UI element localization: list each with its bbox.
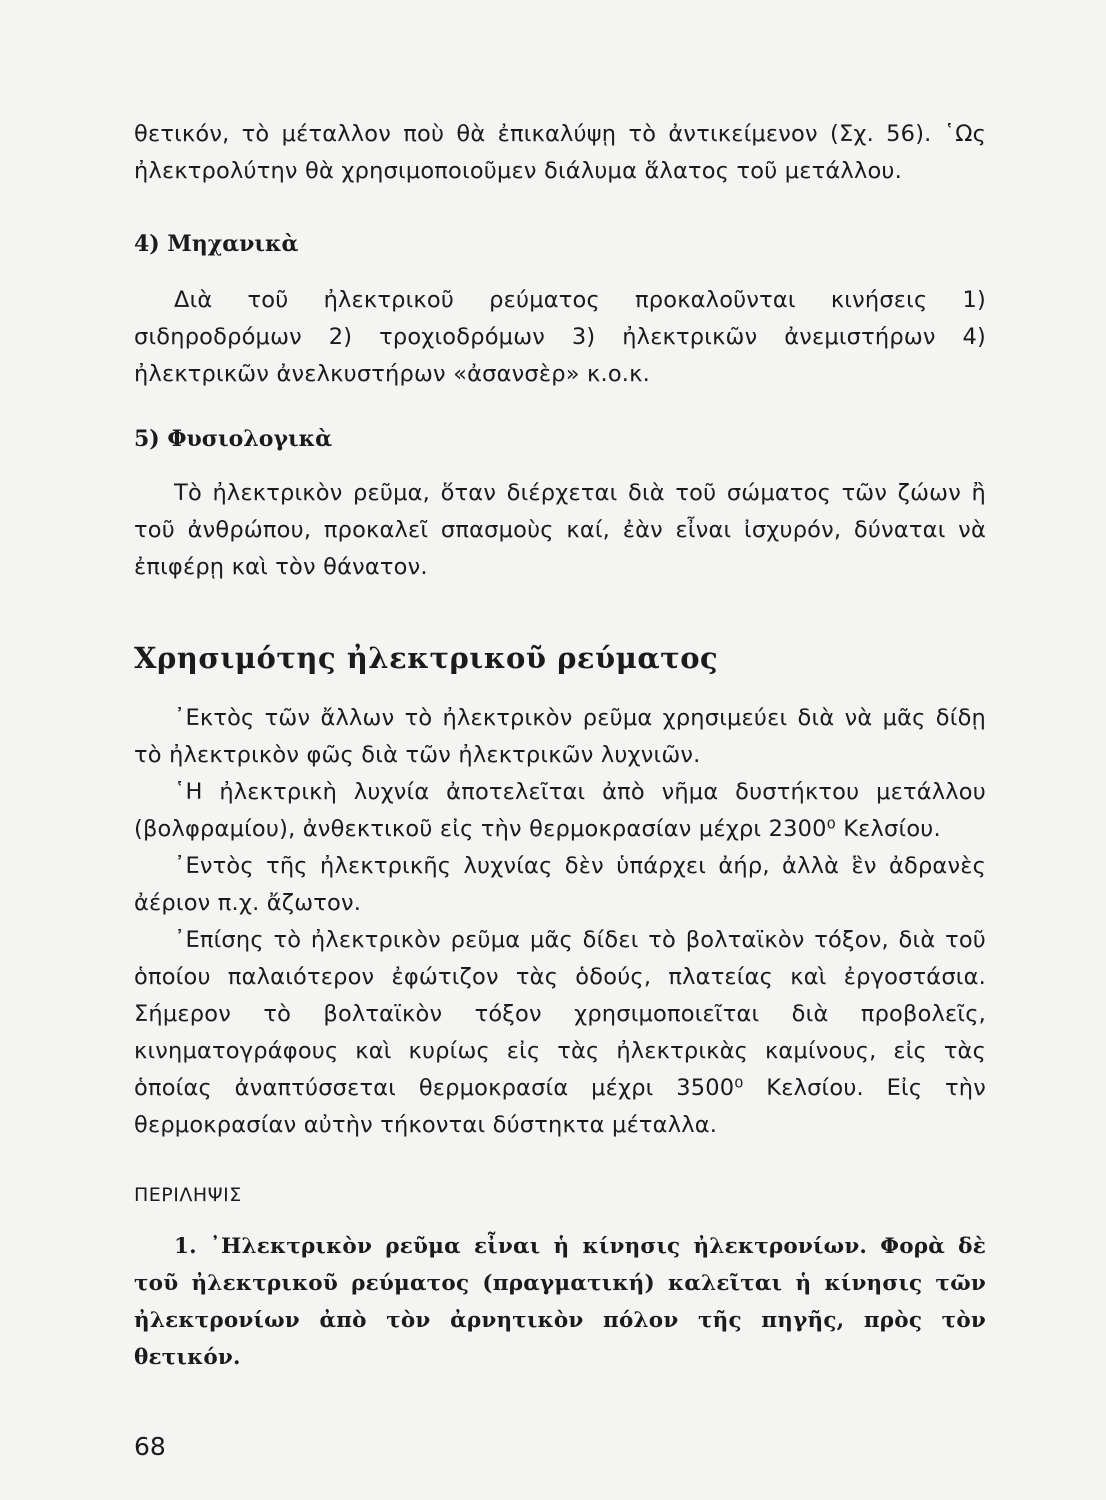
section-5-heading: 5) Φυσιολογικὰ bbox=[134, 426, 333, 452]
intro-paragraph: θετικόν, τὸ μέταλλον ποὺ θὰ ἐπικαλύψῃ τὸ ἀντικείμενον (Σχ. 56). ῾Ως ἠλεκτρολύτην θὰ χρησιμοποιοῦμεν διάλυμα ἅλατος τοῦ μετάλλου. bbox=[134, 121, 986, 184]
usefulness-paragraph-3: ᾿Εντὸς τῆς ἠλεκτρικῆς λυχνίας δὲν ὑπάρχει ἀήρ, ἀλλὰ ἓν ἀδρανὲς ἀέριον π.χ. ἄζωτον. bbox=[134, 853, 986, 916]
usefulness-paragraph-1: ᾿Εκτὸς τῶν ἄλλων τὸ ἠλεκτρικὸν ρεῦμα χρησιμεύει διὰ νὰ μᾶς δίδῃ τὸ ἠλεκτρικὸν φῶς διὰ τῶν ἠλεκτρικῶν λυχνιῶν. bbox=[134, 705, 986, 768]
section-4-heading: 4) Μηχανικὰ bbox=[134, 231, 299, 257]
summary-heading: ΠΕΡΙΛΗΨΙΣ bbox=[134, 1184, 242, 1206]
section-5-paragraph: Τὸ ἠλεκτρικὸν ρεῦμα, ὅταν διέρχεται διὰ τοῦ σώματος τῶν ζώων ἢ τοῦ ἀνθρώπου, προκαλεῖ σπασμοὺς καί, ἐὰν εἶναι ἰσχυρόν, δύναται νὰ ἐπιφέρῃ καὶ τὸν θάνατον. bbox=[134, 480, 986, 580]
usefulness-paragraph-4: ᾿Επίσης τὸ ἠλεκτρικὸν ρεῦμα μᾶς δίδει τὸ βολταϊκὸν τόξον, διὰ τοῦ ὁποίου παλαιότερον ἐφώτιζον τὰς ὁδούς, πλατείας καὶ ἐργοστάσια. Σήμερον τὸ βολταϊκὸν τόξον χρησιμοποιεῖται διὰ προβολεῖς, κινηματογράφους καὶ κυρίως εἰς τὰς ἠλεκτρικὰς καμίνους, εἰς τὰς ὁποίας ἀναπτύσσεται θερμοκρασία μέχρι 3500⁰ Κελσίου. Εἰς τὴν θερμοκρασίαν αὐτὴν τήκονται δύστηκτα μέταλλα. bbox=[134, 927, 986, 1138]
usefulness-heading: Χρησιμότης ἠλεκτρικοῦ ρεύματος bbox=[134, 641, 719, 675]
page-content bbox=[134, 112, 986, 1376]
section-4-paragraph: Διὰ τοῦ ἠλεκτρικοῦ ρεύματος προκαλοῦνται κινήσεις 1) σιδηροδρόμων 2) τροχιοδρόμων 3) ἠλεκτρικῶν ἀνεμιστήρων 4) ἠλεκτρικῶν ἀνελκυστήρων «ἀσανσὲρ» κ.ο.κ. bbox=[134, 287, 986, 387]
summary-paragraph: 1. ᾿Ηλεκτρικὸν ρεῦμα εἶναι ἡ κίνησις ἠλεκτρονίων. Φορὰ δὲ τοῦ ἠλεκτρικοῦ ρεύματος (πραγματική) καλεῖται ἡ κίνησις τῶν ἠλεκτρονίων ἀπὸ τὸν ἀρνητικὸν πόλον τῆς πηγῆς, πρὸς τὸν θετικόν. bbox=[134, 1234, 986, 1370]
usefulness-paragraph-2: ῾Η ἠλεκτρικὴ λυχνία ἀποτελεῖται ἀπὸ νῆμα δυστήκτου μετάλλου (βολφραμίου), ἀνθεκτικοῦ εἰς τὴν θερμοκρασίαν μέχρι 2300⁰ Κελσίου. bbox=[134, 779, 986, 842]
page-number: 68 bbox=[134, 1432, 166, 1461]
